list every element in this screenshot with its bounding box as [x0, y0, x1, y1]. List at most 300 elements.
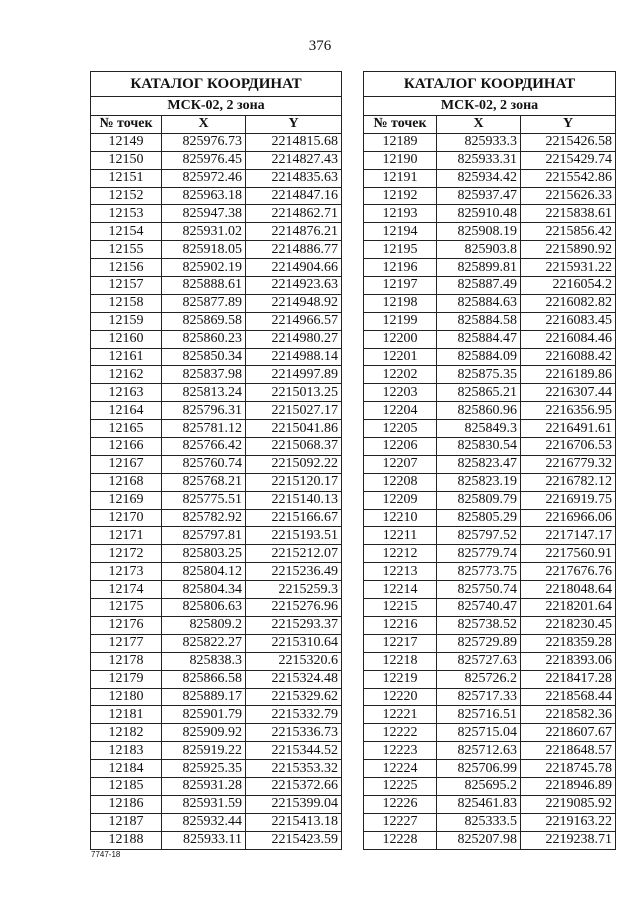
table-row: [364, 670, 616, 688]
table-header-row: [91, 116, 342, 134]
y-coordinate-cell: 2216088.42: [521, 348, 616, 366]
table-row: [91, 724, 342, 742]
x-coordinate-cell: 825716.51: [437, 706, 521, 724]
point-number-cell: 12219: [364, 670, 437, 688]
x-coordinate-cell: 825738.52: [437, 616, 521, 634]
x-coordinate-cell: 825884.58: [437, 312, 521, 330]
x-coordinate-cell: 825797.52: [437, 527, 521, 545]
point-number-cell: 12150: [91, 151, 162, 169]
point-number-cell: 12225: [364, 777, 437, 795]
point-number-cell: 12172: [91, 545, 162, 563]
x-coordinate-cell: 825888.61: [162, 277, 246, 295]
point-number-cell: 12153: [91, 205, 162, 223]
x-coordinate-cell: 825461.83: [437, 795, 521, 813]
y-coordinate-cell: 2219163.22: [521, 813, 616, 831]
point-number-cell: 12174: [91, 581, 162, 599]
x-coordinate-cell: 825865.21: [437, 384, 521, 402]
y-coordinate-cell: 2215429.74: [521, 151, 616, 169]
point-number-cell: 12186: [91, 795, 162, 813]
y-coordinate-cell: 2215212.07: [246, 545, 342, 563]
x-coordinate-cell: 825937.47: [437, 187, 521, 205]
y-coordinate-cell: 2214988.14: [246, 348, 342, 366]
table-row: [91, 438, 342, 456]
y-coordinate-cell: 2215399.04: [246, 795, 342, 813]
document-code: 7747-18: [91, 850, 121, 859]
y-coordinate-cell: 2219085.92: [521, 795, 616, 813]
table-row: [364, 473, 616, 491]
table-subtitle: МСК-02, 2 зона: [364, 97, 616, 116]
x-coordinate-cell: 825909.92: [162, 724, 246, 742]
column-header-x: X: [162, 116, 246, 134]
table-row: [364, 259, 616, 277]
table-row: [91, 187, 342, 205]
y-coordinate-cell: 2218201.64: [521, 599, 616, 617]
y-coordinate-cell: 2216966.06: [521, 509, 616, 527]
y-coordinate-cell: 2216356.95: [521, 402, 616, 420]
x-coordinate-cell: 825781.12: [162, 420, 246, 438]
table-row: [91, 706, 342, 724]
y-coordinate-cell: 2215413.18: [246, 813, 342, 831]
table-row: [364, 223, 616, 241]
table-title-row: [364, 72, 616, 97]
y-coordinate-cell: 2217676.76: [521, 563, 616, 581]
point-number-cell: 12207: [364, 455, 437, 473]
table-row: [364, 187, 616, 205]
table-row: [364, 438, 616, 456]
table-row: [364, 133, 616, 151]
table-row: [91, 491, 342, 509]
y-coordinate-cell: 2215193.51: [246, 527, 342, 545]
table-row: [91, 455, 342, 473]
point-number-cell: 12202: [364, 366, 437, 384]
point-number-cell: 12217: [364, 634, 437, 652]
y-coordinate-cell: 2216706.53: [521, 438, 616, 456]
point-number-cell: 12169: [91, 491, 162, 509]
table-row: [91, 133, 342, 151]
y-coordinate-cell: 2215856.42: [521, 223, 616, 241]
point-number-cell: 12152: [91, 187, 162, 205]
y-coordinate-cell: 2215027.17: [246, 402, 342, 420]
x-coordinate-cell: 825712.63: [437, 742, 521, 760]
y-coordinate-cell: 2215236.49: [246, 563, 342, 581]
y-coordinate-cell: 2214847.16: [246, 187, 342, 205]
table-row: [91, 348, 342, 366]
point-number-cell: 12180: [91, 688, 162, 706]
x-coordinate-cell: 825931.28: [162, 777, 246, 795]
y-coordinate-cell: 2215336.73: [246, 724, 342, 742]
point-number-cell: 12204: [364, 402, 437, 420]
point-number-cell: 12168: [91, 473, 162, 491]
table-row: [364, 241, 616, 259]
table-row: [364, 831, 616, 849]
point-number-cell: 12206: [364, 438, 437, 456]
table-row: [91, 581, 342, 599]
x-coordinate-cell: 825850.34: [162, 348, 246, 366]
x-coordinate-cell: 825715.04: [437, 724, 521, 742]
y-coordinate-cell: 2215426.58: [521, 133, 616, 151]
table-row: [91, 509, 342, 527]
column-header-point: № точек: [91, 116, 162, 134]
table-row: [91, 563, 342, 581]
table-title: КАТАЛОГ КООРДИНАТ: [91, 72, 342, 97]
x-coordinate-cell: 825976.45: [162, 151, 246, 169]
table-header-row: [364, 116, 616, 134]
point-number-cell: 12198: [364, 294, 437, 312]
y-coordinate-cell: 2214980.27: [246, 330, 342, 348]
point-number-cell: 12218: [364, 652, 437, 670]
x-coordinate-cell: 825823.19: [437, 473, 521, 491]
x-coordinate-cell: 825849.3: [437, 420, 521, 438]
point-number-cell: 12170: [91, 509, 162, 527]
x-coordinate-cell: 825813.24: [162, 384, 246, 402]
point-number-cell: 12196: [364, 259, 437, 277]
point-number-cell: 12162: [91, 366, 162, 384]
coordinates-table-right: [363, 71, 616, 850]
point-number-cell: 12173: [91, 563, 162, 581]
table-row: [91, 599, 342, 617]
point-number-cell: 12212: [364, 545, 437, 563]
table-row: [364, 420, 616, 438]
point-number-cell: 12156: [91, 259, 162, 277]
table-title: КАТАЛОГ КООРДИНАТ: [364, 72, 616, 97]
y-coordinate-cell: 2218359.28: [521, 634, 616, 652]
table-row: [364, 205, 616, 223]
table-row: [91, 294, 342, 312]
x-coordinate-cell: 825838.3: [162, 652, 246, 670]
table-row: [364, 706, 616, 724]
column-header-x: X: [437, 116, 521, 134]
point-number-cell: 12155: [91, 241, 162, 259]
table-row: [364, 384, 616, 402]
y-coordinate-cell: 2215320.6: [246, 652, 342, 670]
point-number-cell: 12160: [91, 330, 162, 348]
y-coordinate-cell: 2218568.44: [521, 688, 616, 706]
y-coordinate-cell: 2216082.82: [521, 294, 616, 312]
y-coordinate-cell: 2215293.37: [246, 616, 342, 634]
x-coordinate-cell: 825903.8: [437, 241, 521, 259]
point-number-cell: 12209: [364, 491, 437, 509]
point-number-cell: 12159: [91, 312, 162, 330]
y-coordinate-cell: 2215041.86: [246, 420, 342, 438]
x-coordinate-cell: 825919.22: [162, 742, 246, 760]
table-row: [364, 813, 616, 831]
y-coordinate-cell: 2214827.43: [246, 151, 342, 169]
y-coordinate-cell: 2216084.46: [521, 330, 616, 348]
point-number-cell: 12183: [91, 742, 162, 760]
table-row: [364, 581, 616, 599]
point-number-cell: 12201: [364, 348, 437, 366]
point-number-cell: 12164: [91, 402, 162, 420]
table-row: [364, 509, 616, 527]
point-number-cell: 12184: [91, 760, 162, 778]
point-number-cell: 12175: [91, 599, 162, 617]
table-row: [91, 205, 342, 223]
table-row: [91, 402, 342, 420]
point-number-cell: 12177: [91, 634, 162, 652]
table-row: [364, 294, 616, 312]
table-row: [364, 742, 616, 760]
y-coordinate-cell: 2215542.86: [521, 169, 616, 187]
y-coordinate-cell: 2215324.48: [246, 670, 342, 688]
point-number-cell: 12192: [364, 187, 437, 205]
table-title-row: [91, 72, 342, 97]
x-coordinate-cell: 825729.89: [437, 634, 521, 652]
y-coordinate-cell: 2215259.3: [246, 581, 342, 599]
table-row: [91, 473, 342, 491]
table-row: [364, 330, 616, 348]
table-row: [91, 330, 342, 348]
point-number-cell: 12187: [91, 813, 162, 831]
y-coordinate-cell: 2214835.63: [246, 169, 342, 187]
table-row: [364, 455, 616, 473]
table-row: [91, 223, 342, 241]
x-coordinate-cell: 825860.96: [437, 402, 521, 420]
x-coordinate-cell: 825889.17: [162, 688, 246, 706]
point-number-cell: 12224: [364, 760, 437, 778]
x-coordinate-cell: 825796.31: [162, 402, 246, 420]
x-coordinate-cell: 825932.44: [162, 813, 246, 831]
point-number-cell: 12149: [91, 133, 162, 151]
y-coordinate-cell: 2217560.91: [521, 545, 616, 563]
y-coordinate-cell: 2216919.75: [521, 491, 616, 509]
y-coordinate-cell: 2218648.57: [521, 742, 616, 760]
x-coordinate-cell: 825866.58: [162, 670, 246, 688]
x-coordinate-cell: 825773.75: [437, 563, 521, 581]
table-row: [364, 652, 616, 670]
point-number-cell: 12151: [91, 169, 162, 187]
point-number-cell: 12203: [364, 384, 437, 402]
table-row: [364, 634, 616, 652]
point-number-cell: 12154: [91, 223, 162, 241]
point-number-cell: 12205: [364, 420, 437, 438]
y-coordinate-cell: 2216491.61: [521, 420, 616, 438]
table-row: [91, 545, 342, 563]
coordinates-table-left: [90, 71, 342, 850]
x-coordinate-cell: 825822.27: [162, 634, 246, 652]
y-coordinate-cell: 2216307.44: [521, 384, 616, 402]
x-coordinate-cell: 825766.42: [162, 438, 246, 456]
x-coordinate-cell: 825901.79: [162, 706, 246, 724]
x-coordinate-cell: 825805.29: [437, 509, 521, 527]
point-number-cell: 12157: [91, 277, 162, 295]
table-row: [364, 795, 616, 813]
table-row: [91, 616, 342, 634]
y-coordinate-cell: 2215626.33: [521, 187, 616, 205]
table-row: [91, 151, 342, 169]
table-row: [364, 599, 616, 617]
y-coordinate-cell: 2218230.45: [521, 616, 616, 634]
x-coordinate-cell: 825717.33: [437, 688, 521, 706]
x-coordinate-cell: 825931.02: [162, 223, 246, 241]
table-subtitle-row: [91, 97, 342, 116]
point-number-cell: 12191: [364, 169, 437, 187]
x-coordinate-cell: 825830.54: [437, 438, 521, 456]
y-coordinate-cell: 2215120.17: [246, 473, 342, 491]
y-coordinate-cell: 2216083.45: [521, 312, 616, 330]
x-coordinate-cell: 825797.81: [162, 527, 246, 545]
y-coordinate-cell: 2218607.67: [521, 724, 616, 742]
point-number-cell: 12221: [364, 706, 437, 724]
point-number-cell: 12199: [364, 312, 437, 330]
x-coordinate-cell: 825803.25: [162, 545, 246, 563]
y-coordinate-cell: 2214948.92: [246, 294, 342, 312]
point-number-cell: 12214: [364, 581, 437, 599]
point-number-cell: 12166: [91, 438, 162, 456]
table-row: [91, 312, 342, 330]
y-coordinate-cell: 2215838.61: [521, 205, 616, 223]
x-coordinate-cell: 825695.2: [437, 777, 521, 795]
y-coordinate-cell: 2215092.22: [246, 455, 342, 473]
y-coordinate-cell: 2214923.63: [246, 277, 342, 295]
table-row: [91, 366, 342, 384]
x-coordinate-cell: 825931.59: [162, 795, 246, 813]
page-number: 376: [308, 38, 332, 54]
column-header-y: Y: [246, 116, 342, 134]
x-coordinate-cell: 825869.58: [162, 312, 246, 330]
table-row: [364, 402, 616, 420]
x-coordinate-cell: 825727.63: [437, 652, 521, 670]
x-coordinate-cell: 825925.35: [162, 760, 246, 778]
point-number-cell: 12222: [364, 724, 437, 742]
x-coordinate-cell: 825908.19: [437, 223, 521, 241]
y-coordinate-cell: 2218417.28: [521, 670, 616, 688]
y-coordinate-cell: 2215344.52: [246, 742, 342, 760]
table-subtitle: МСК-02, 2 зона: [91, 97, 342, 116]
y-coordinate-cell: 2218745.78: [521, 760, 616, 778]
y-coordinate-cell: 2214904.66: [246, 259, 342, 277]
x-coordinate-cell: 825902.19: [162, 259, 246, 277]
y-coordinate-cell: 2214966.57: [246, 312, 342, 330]
point-number-cell: 12197: [364, 277, 437, 295]
table-row: [364, 724, 616, 742]
point-number-cell: 12211: [364, 527, 437, 545]
table-row: [364, 277, 616, 295]
point-number-cell: 12171: [91, 527, 162, 545]
point-number-cell: 12179: [91, 670, 162, 688]
x-coordinate-cell: 825884.09: [437, 348, 521, 366]
table-row: [91, 670, 342, 688]
x-coordinate-cell: 825740.47: [437, 599, 521, 617]
point-number-cell: 12178: [91, 652, 162, 670]
x-coordinate-cell: 825884.63: [437, 294, 521, 312]
y-coordinate-cell: 2215013.25: [246, 384, 342, 402]
x-coordinate-cell: 825910.48: [437, 205, 521, 223]
point-number-cell: 12181: [91, 706, 162, 724]
y-coordinate-cell: 2214886.77: [246, 241, 342, 259]
y-coordinate-cell: 2215068.37: [246, 438, 342, 456]
point-number-cell: 12163: [91, 384, 162, 402]
x-coordinate-cell: 825804.12: [162, 563, 246, 581]
table-row: [364, 527, 616, 545]
y-coordinate-cell: 2214876.21: [246, 223, 342, 241]
x-coordinate-cell: 825877.89: [162, 294, 246, 312]
table-row: [364, 312, 616, 330]
table-row: [91, 634, 342, 652]
y-coordinate-cell: 2215931.22: [521, 259, 616, 277]
y-coordinate-cell: 2216189.86: [521, 366, 616, 384]
point-number-cell: 12226: [364, 795, 437, 813]
table-row: [364, 760, 616, 778]
x-coordinate-cell: 825947.38: [162, 205, 246, 223]
point-number-cell: 12216: [364, 616, 437, 634]
table-row: [91, 652, 342, 670]
point-number-cell: 12208: [364, 473, 437, 491]
y-coordinate-cell: 2215140.13: [246, 491, 342, 509]
x-coordinate-cell: 825809.79: [437, 491, 521, 509]
table-row: [364, 616, 616, 634]
table-row: [91, 277, 342, 295]
x-coordinate-cell: 825976.73: [162, 133, 246, 151]
y-coordinate-cell: 2214862.71: [246, 205, 342, 223]
x-coordinate-cell: 825726.2: [437, 670, 521, 688]
table-row: [91, 777, 342, 795]
table-row: [91, 527, 342, 545]
x-coordinate-cell: 825899.81: [437, 259, 521, 277]
y-coordinate-cell: 2218582.36: [521, 706, 616, 724]
table-row: [91, 831, 342, 849]
y-coordinate-cell: 2215372.66: [246, 777, 342, 795]
x-coordinate-cell: 825760.74: [162, 455, 246, 473]
x-coordinate-cell: 825207.98: [437, 831, 521, 849]
table-row: [364, 366, 616, 384]
table-row: [364, 348, 616, 366]
y-coordinate-cell: 2219238.71: [521, 831, 616, 849]
y-coordinate-cell: 2215332.79: [246, 706, 342, 724]
point-number-cell: 12220: [364, 688, 437, 706]
y-coordinate-cell: 2215329.62: [246, 688, 342, 706]
table-row: [91, 384, 342, 402]
x-coordinate-cell: 825823.47: [437, 455, 521, 473]
point-number-cell: 12176: [91, 616, 162, 634]
table-row: [364, 563, 616, 581]
x-coordinate-cell: 825779.74: [437, 545, 521, 563]
point-number-cell: 12213: [364, 563, 437, 581]
x-coordinate-cell: 825933.3: [437, 133, 521, 151]
table-row: [364, 491, 616, 509]
x-coordinate-cell: 825782.92: [162, 509, 246, 527]
point-number-cell: 12161: [91, 348, 162, 366]
table-row: [91, 688, 342, 706]
table-row: [364, 777, 616, 795]
x-coordinate-cell: 825837.98: [162, 366, 246, 384]
x-coordinate-cell: 825933.31: [437, 151, 521, 169]
x-coordinate-cell: 825887.49: [437, 277, 521, 295]
table-row: [91, 169, 342, 187]
y-coordinate-cell: 2215166.67: [246, 509, 342, 527]
point-number-cell: 12193: [364, 205, 437, 223]
y-coordinate-cell: 2216782.12: [521, 473, 616, 491]
x-coordinate-cell: 825933.11: [162, 831, 246, 849]
point-number-cell: 12227: [364, 813, 437, 831]
table-row: [91, 420, 342, 438]
x-coordinate-cell: 825918.05: [162, 241, 246, 259]
y-coordinate-cell: 2215423.59: [246, 831, 342, 849]
table-row: [364, 169, 616, 187]
point-number-cell: 12165: [91, 420, 162, 438]
x-coordinate-cell: 825775.51: [162, 491, 246, 509]
point-number-cell: 12190: [364, 151, 437, 169]
x-coordinate-cell: 825972.46: [162, 169, 246, 187]
x-coordinate-cell: 825806.63: [162, 599, 246, 617]
y-coordinate-cell: 2215890.92: [521, 241, 616, 259]
y-coordinate-cell: 2218393.06: [521, 652, 616, 670]
y-coordinate-cell: 2216779.32: [521, 455, 616, 473]
x-coordinate-cell: 825804.34: [162, 581, 246, 599]
table-row: [364, 151, 616, 169]
point-number-cell: 12210: [364, 509, 437, 527]
x-coordinate-cell: 825809.2: [162, 616, 246, 634]
y-coordinate-cell: 2215276.96: [246, 599, 342, 617]
